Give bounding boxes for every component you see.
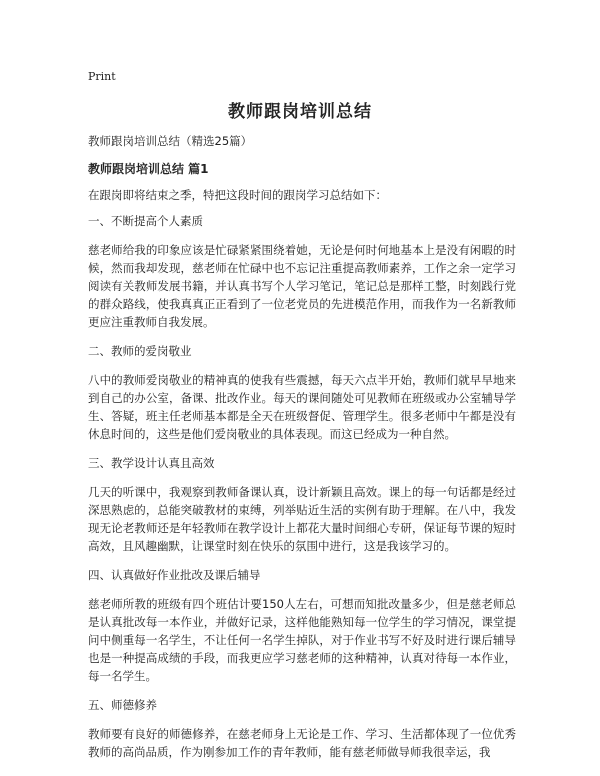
paragraph-homework-tutoring: 慈老师所教的班级有四个班估计要150人左右，可想而知批改量多少，但是慈老师总是认真批改每一本作业，并做好记录，这样他能熟知每一位学生的学习情况，课堂提问中侧重每一名学生，不让任何一名学生掉队，对于作业书写不好及时进行课后辅导也是一种提高成绩的手段，而我更应学习慈老师的这种精神，认真对待每一本作业，每一名学生。 — [88, 597, 516, 683]
print-link[interactable]: Print — [88, 70, 116, 83]
document-subtitle: 教师跟岗培训总结（精选25篇） — [88, 134, 253, 148]
heading-dedication: 二、教师的爱岗敬业 — [88, 344, 192, 358]
heading-homework-tutoring: 四、认真做好作业批改及课后辅导 — [88, 568, 261, 582]
paragraph-teaching-design: 几天的听课中，我观察到教师备课认真，设计新颖且高效。课上的每一句话都是经过深思熟虑的，总能突破教材的束缚，列举贴近生活的实例有助于理解。在八中，我发现无论老教师还是年轻教师在教学设计上都花大量时间细心专研，保证每节课的短时高效，且风趣幽默，让课堂时刻在快乐的氛围中进行，这是我该学习的。 — [88, 485, 516, 553]
document-title: 教师跟岗培训总结 — [228, 102, 372, 122]
section-title: 教师跟岗培训总结 篇1 — [88, 162, 209, 176]
intro-paragraph: 在跟岗即将结束之季，特把这段时间的跟岗学习总结如下： — [88, 188, 387, 202]
paragraph-ethics: 教师要有良好的师德修养，在慈老师身上无论是工作、学习、生活都体现了一位优秀教师的高尚品质，作为刚参加工作的青年教师，能有慈老师做导师我很幸运，我 — [88, 727, 516, 759]
paragraph-dedication: 八中的教师爱岗敬业的精神真的使我有些震撼，每天六点半开始，教师们就早早地来到自己的办公室，备课、批改作业。每天的课间随处可见教师在班级或办公室辅导学生、答疑，班主任老师基本都是全天在班级督促、管理学生。很多老师中午都是没有休息时间的，这些是他们爱岗敬业的具体表现。而这已经成为一种自然。 — [88, 373, 516, 441]
paragraph-personal-quality: 慈老师给我的印象应该是忙碌紧紧围绕着她，无论是何时何地基本上是没有闲暇的时候，然而我却发现，慈老师在忙碌中也不忘记注重提高教师素养，工作之余一定学习阅读有关教师发展书籍，并认真书写个人学习笔记，笔记总是那样工整，时刻践行党的群众路线，使我真真正正看到了一位老党员的先进模范作用，而我作为一名新教师更应注重教师自我发展。 — [88, 243, 516, 329]
heading-ethics: 五、师德修养 — [88, 698, 157, 712]
document-body — [88, 212, 516, 772]
heading-teaching-design: 三、教学设计认真且高效 — [88, 456, 215, 470]
heading-personal-quality: 一、不断提高个人素质 — [88, 214, 203, 228]
